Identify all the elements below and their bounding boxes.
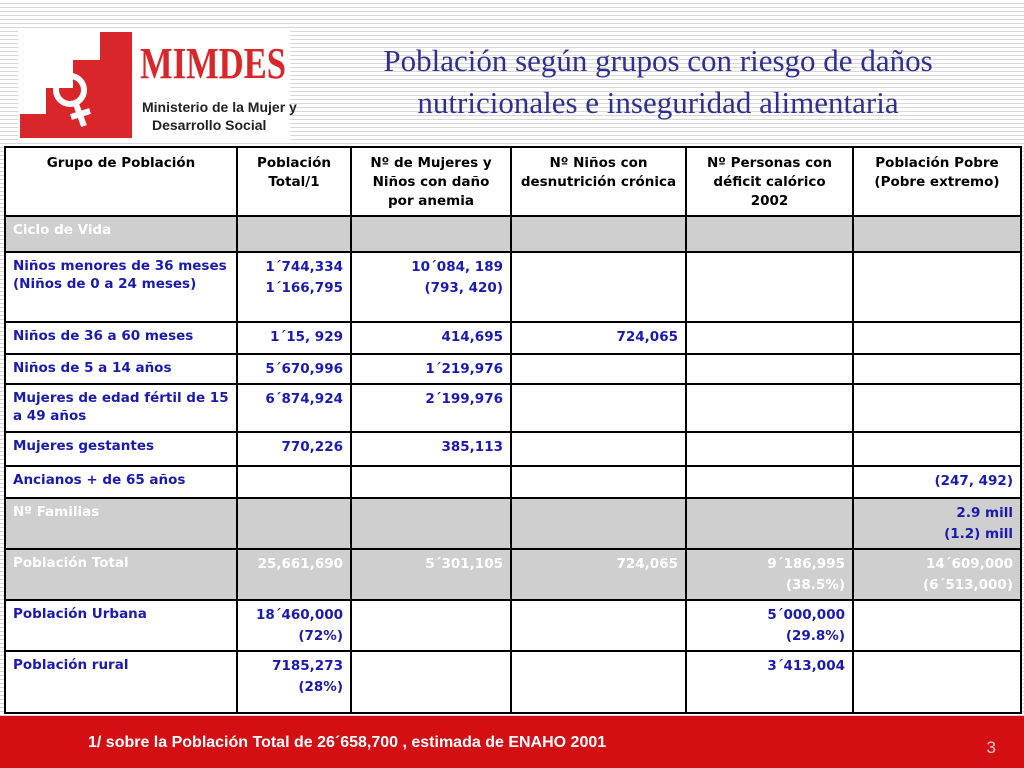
mimdes-logo [18, 28, 297, 140]
table-cell [237, 432, 351, 466]
page-title-line2: nutricionales e inseguridad alimentaria [417, 85, 899, 120]
table-cell [351, 252, 511, 322]
cell-value: 414,695 [441, 329, 503, 345]
table-cell [511, 384, 686, 432]
table-cell [853, 600, 1021, 651]
logo-subtitle-line2: Desarrollo Social [152, 117, 267, 133]
column-header [686, 147, 853, 216]
table-cell [237, 322, 351, 354]
column-header-text: Nº de Mujeres y Niños con daño por anemia [370, 155, 492, 209]
table-header-row [5, 147, 1021, 216]
column-header-text: (Pobre extremo) [874, 174, 1000, 190]
row-label-text: Niños menores de 36 meses (Niños de 0 a 24 meses) [13, 258, 227, 292]
row-label [5, 384, 237, 432]
table-cell [351, 466, 511, 498]
row-label-text: Ciclo de Vida [13, 222, 112, 238]
cell-value: 25,661,690 [257, 556, 343, 572]
table-cell [686, 216, 853, 252]
table-row [5, 600, 1021, 651]
column-header [351, 147, 511, 216]
cell-value: 724,065 [616, 556, 678, 572]
cell-value: (793, 420) [424, 280, 503, 296]
table-cell [686, 600, 853, 651]
table-cell [853, 252, 1021, 322]
row-label-text: Nº Familias [13, 504, 100, 520]
logo-subtitle-line1: Ministerio de la Mujer y [142, 99, 297, 115]
table-cell [853, 432, 1021, 466]
cell-value: 1´744,334 [265, 259, 343, 275]
mimdes-logo-graphic [18, 28, 297, 140]
table-cell [351, 384, 511, 432]
table-cell [237, 384, 351, 432]
column-header-text: Nº Personas con déficit calórico [707, 155, 832, 190]
table-cell [686, 498, 853, 549]
column-header-text: 2002 [750, 193, 789, 209]
table-cell [853, 549, 1021, 600]
table-cell [237, 252, 351, 322]
table-cell [686, 252, 853, 322]
table-cell [511, 600, 686, 651]
table-cell [351, 216, 511, 252]
cell-value: 9´186,995 [767, 556, 845, 572]
cell-value: 10´084, 189 [411, 259, 503, 275]
footer-bar [0, 716, 1024, 768]
row-label [5, 549, 237, 600]
row-label [5, 432, 237, 466]
cell-value: (1.2) mill [944, 526, 1013, 542]
row-label-text: Mujeres de edad fértil de 15 a 49 años [13, 390, 229, 424]
table-cell [686, 322, 853, 354]
table-row [5, 432, 1021, 466]
table-cell [511, 252, 686, 322]
cell-value: (72%) [298, 628, 343, 644]
cell-value: 385,113 [441, 439, 503, 455]
table-row [5, 216, 1021, 252]
table-cell [237, 498, 351, 549]
column-header-text: Total/1 [268, 174, 320, 190]
table-cell [511, 651, 686, 713]
cell-value: (6´513,000) [923, 577, 1013, 593]
table-cell [351, 549, 511, 600]
cell-value: (247, 492) [934, 473, 1013, 489]
cell-value: 2.9 mill [956, 505, 1013, 521]
table-cell [853, 384, 1021, 432]
cell-value: (29.8%) [785, 628, 845, 644]
column-header [853, 147, 1021, 216]
row-label [5, 498, 237, 549]
page-title-line1: Población según grupos con riesgo de daños [383, 43, 933, 78]
table-row [5, 498, 1021, 549]
column-header-text: Población Pobre [875, 155, 999, 171]
row-label-text: Mujeres gestantes [13, 438, 155, 454]
cell-value: 1´15, 929 [270, 329, 343, 345]
table-cell [237, 600, 351, 651]
table-cell [511, 466, 686, 498]
cell-value: 18´460,000 [255, 607, 343, 623]
cell-value: 6´874,924 [265, 391, 343, 407]
row-label [5, 651, 237, 713]
table-cell [686, 432, 853, 466]
page-number: 3 [986, 738, 996, 757]
row-label-text: Niños de 5 a 14 años [13, 360, 172, 376]
table-cell [511, 216, 686, 252]
table-cell [351, 354, 511, 384]
row-label [5, 354, 237, 384]
cell-value: 724,065 [616, 329, 678, 345]
column-header [511, 147, 686, 216]
logo-name: MIMDES [140, 39, 286, 88]
table-cell [686, 549, 853, 600]
table-cell [237, 354, 351, 384]
table-row [5, 651, 1021, 713]
table-cell [686, 651, 853, 713]
cell-value: 14´609,000 [925, 556, 1013, 572]
cell-value: 5´670,996 [265, 361, 343, 377]
cell-value: 5´000,000 [767, 607, 845, 623]
table-body [5, 216, 1021, 713]
row-label [5, 216, 237, 252]
table-cell [511, 498, 686, 549]
table-cell [511, 432, 686, 466]
column-header-text: Grupo de Población [46, 155, 196, 171]
table-cell [686, 466, 853, 498]
cell-value: 2´199,976 [425, 391, 503, 407]
table-cell [237, 466, 351, 498]
cell-value: 3´413,004 [767, 658, 845, 674]
column-header-text: Nº Niños con desnutrición crónica [520, 155, 677, 190]
table-cell [511, 549, 686, 600]
table-row [5, 466, 1021, 498]
table-row [5, 252, 1021, 322]
table-row [5, 549, 1021, 600]
cell-value: 770,226 [281, 439, 343, 455]
table-cell [853, 466, 1021, 498]
table-row [5, 322, 1021, 354]
table-cell [853, 651, 1021, 713]
table-cell [237, 549, 351, 600]
column-header-text: Población [256, 155, 332, 171]
row-label [5, 600, 237, 651]
table-cell [686, 354, 853, 384]
table-cell [351, 498, 511, 549]
table-cell [853, 354, 1021, 384]
row-label [5, 466, 237, 498]
column-header [5, 147, 237, 216]
table-cell [853, 498, 1021, 549]
row-label-text: Población Urbana [13, 606, 147, 622]
table-cell [511, 322, 686, 354]
table-row [5, 384, 1021, 432]
column-header [237, 147, 351, 216]
cell-value: 5´301,105 [425, 556, 503, 572]
cell-value: 7185,273 [272, 658, 343, 674]
table-cell [351, 432, 511, 466]
page-title [300, 40, 1016, 124]
table-cell [237, 651, 351, 713]
row-label-text: Población Total [13, 555, 129, 571]
population-risk-table [4, 146, 1022, 714]
row-label-text: Población rural [13, 657, 129, 673]
table-cell [686, 384, 853, 432]
table-cell [511, 354, 686, 384]
table-cell [237, 216, 351, 252]
cell-value: 1´166,795 [265, 280, 343, 296]
table-cell [351, 600, 511, 651]
row-label-text: Ancianos + de 65 años [13, 472, 186, 488]
table-cell [853, 216, 1021, 252]
cell-value: (38.5%) [785, 577, 845, 593]
row-label [5, 322, 237, 354]
cell-value: 1´219,976 [425, 361, 503, 377]
table-cell [351, 651, 511, 713]
table-cell [853, 322, 1021, 354]
row-label [5, 252, 237, 322]
table-row [5, 354, 1021, 384]
cell-value: (28%) [298, 679, 343, 695]
footnote: 1/ sobre la Población Total de 26´658,700 , estimada de ENAHO 2001 [88, 734, 607, 751]
row-label-text: Niños de 36 a 60 meses [13, 328, 194, 344]
table-cell [351, 322, 511, 354]
